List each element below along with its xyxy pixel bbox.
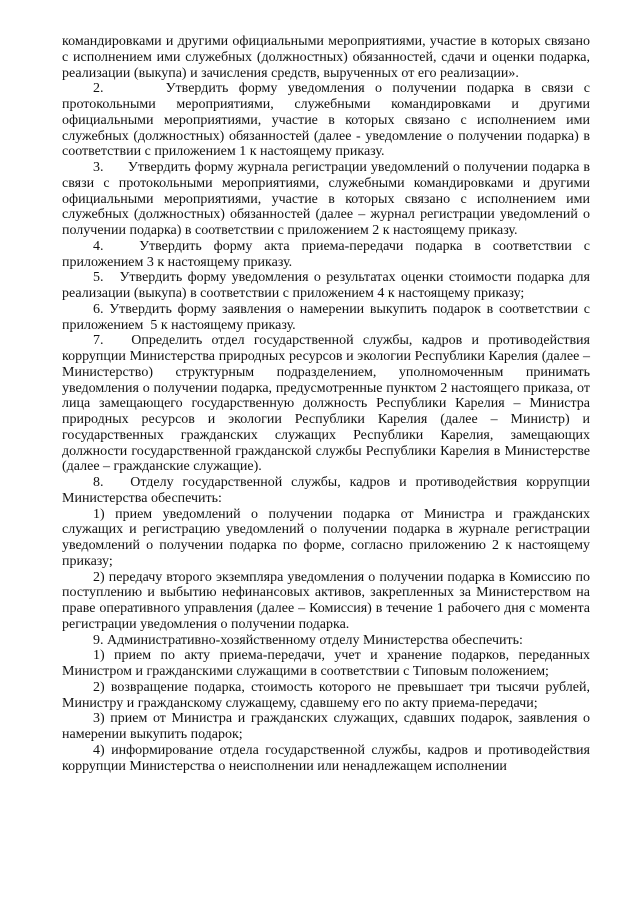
- paragraph-item-6: 6. Утвердить форму заявления о намерении выкупить подарок в соответствии с приложением 5 к настоящему приказу.: [62, 301, 594, 333]
- paragraph-item-2: 2. Утвердить форму уведомления о получении подарка в связи с протокольными мероприятиями, служебными командировками и другими официальными мероприятиями, участие в которых связано с исполнением ими служебных (должностных) обязанностей (далее - уведомление о получении подарка) в соответствии с приложением 1 к настоящему приказу.: [62, 81, 594, 160]
- paragraph-item-9: 9. Административно-хозяйственному отделу Министерства обеспечить:: [93, 632, 523, 648]
- paragraph-item-7: 7. Определить отдел государственной службы, кадров и противодействия коррупции Министерства природных ресурсов и экологии Республики Карелия (далее – Министерство) структурным подразделением, уполномоченным принимать уведомления о получении подарка, предусмотренные пунктом 2 настоящего приказа, от лица замещающего государственную должность Республики Карелия – Министра природных ресурсов и экологии Республики Карелия (далее – Министр) и государственных гражданских служащих Республики Карелия, замещающих должности государственной гражданской службы Республики Карелия в Министерстве (далее – гражданские служащие).: [62, 333, 594, 475]
- paragraph-item-5: 5. Утвердить форму уведомления о результатах оценки стоимости подарка для реализации (выкупа) в соответствии с приложением 4 к настоящему приказу;: [62, 270, 594, 301]
- paragraph-item-8-2: 2) передачу второго экземпляра уведомления о получении подарка в Комиссию по поступлению и выбытию нефинансовых активов, закрепленных за Министерством на праве оперативного управления (далее – Комиссия) в течение 1 рабочего дня с момента регистрации уведомления о получении подарка.: [62, 569, 590, 632]
- paragraph-item-9-2: 2) возвращение подарка, стоимость которого не превышает три тысячи рублей, Министру и гражданскому служащему, сдавшему его по акту приема-передачи;: [62, 679, 590, 711]
- paragraph-item-8: 8. Отделу государственной службы, кадров и противодействия коррупции Министерства обеспечить:: [62, 475, 594, 506]
- paragraph-item-9-1: 1) прием по акту приема-передачи, учет и хранение подарков, переданных Министром и гражданскими служащими в соответствии с Типовым положением;: [62, 648, 590, 679]
- paragraph-item-4: 4. Утвердить форму акта приема-передачи подарка в соответствии с приложением 3 к настоящему приказу.: [62, 238, 594, 270]
- paragraph-item-9-4: 4) информирование отдела государственной службы, кадров и противодействия коррупции Министерства о неисполнении или ненадлежащем исполнении: [62, 742, 590, 774]
- paragraph-item-8-1: 1) прием уведомлений о получении подарка от Министра и гражданских служащих и регистрацию уведомлений о получении подарка в журнале регистрации уведомлений о получении подарка по форме, согласно приложению 2 к настоящему приказу;: [62, 506, 590, 569]
- paragraph-continuation: командировками и другими официальными мероприятиями, участие в которых связано с исполнением ими служебных (должностных) обязанностей, сдачи и оценки подарка, реализации (выкупа) и зачисления средств, вырученных от его реализации».: [62, 34, 590, 81]
- paragraph-item-9-3: 3) прием от Министра и гражданских служащих, сдавших подарок, заявления о намерении выкупить подарок;: [62, 711, 590, 742]
- paragraph-item-3: 3. Утвердить форму журнала регистрации уведомлений о получении подарка в связи с протокольными мероприятиями, служебными командировками и другими официальными мероприятиями, участие в которых связано с исполнением ими служебных (должностных) обязанностей (далее – журнал регистрации уведомлений о получении подарка) в соответствии с приложением 2 к настоящему приказу.: [62, 160, 594, 238]
- document-page: [62, 34, 594, 774]
